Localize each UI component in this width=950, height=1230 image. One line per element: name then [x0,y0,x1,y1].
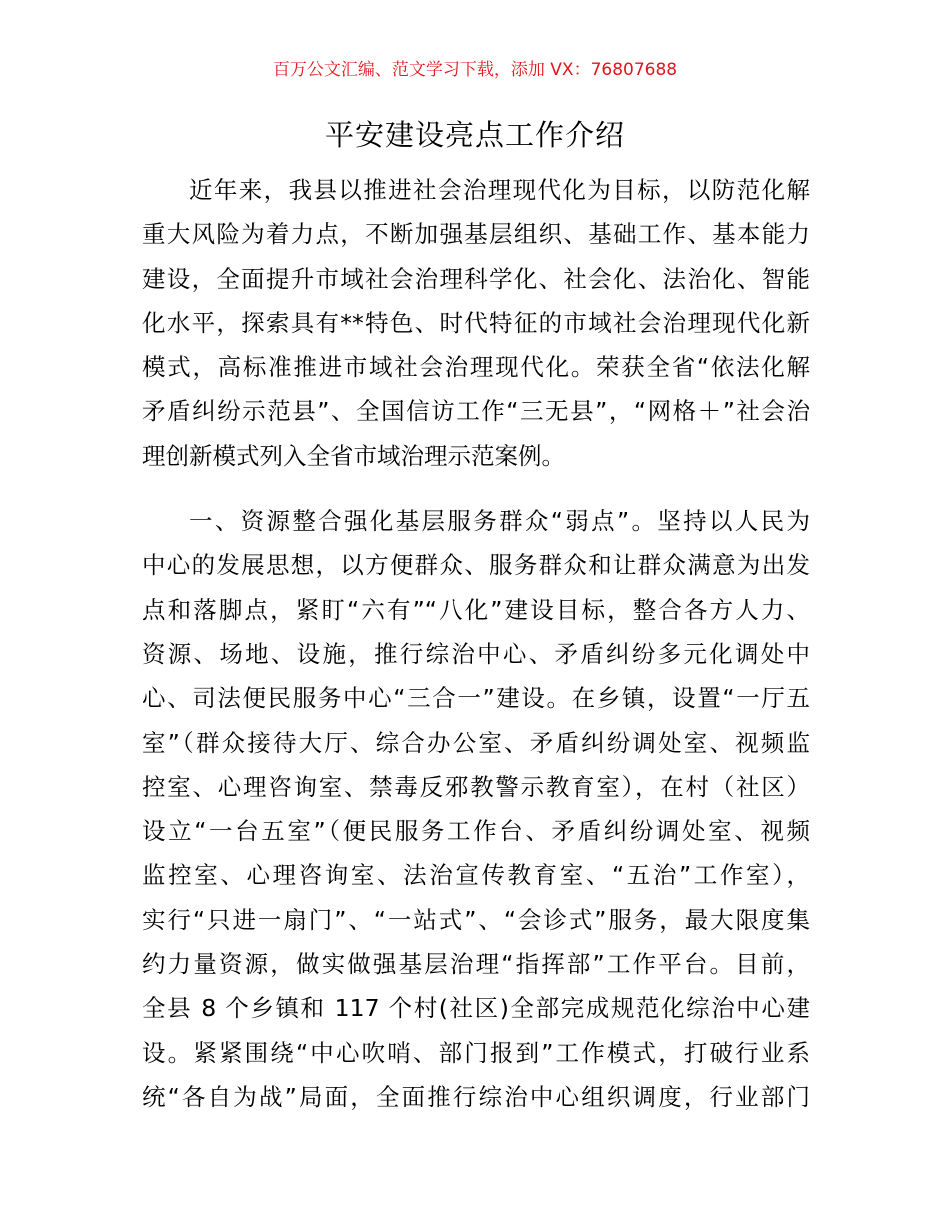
text-line: 理创新模式列入全省市域治理示范案例。 [142,441,565,470]
text-line: 约力量资源，做实做强基层治理“指挥部”工作平台。目前， [142,950,810,979]
text-line: 化水平，探索具有**特色、时代特征的市域社会治理现代化新 [142,308,810,337]
text-line: 矛盾纠纷示范县”、全国信访工作“三无县”，“网格＋”社会治 [142,397,810,426]
text-line: 设立“一台五室”（便民服务工作台、矛盾纠纷调处室、视频 [142,817,810,846]
text-line: 控室、心理咨询室、禁毒反邪教警示教育室），在村（社区） [142,772,810,801]
text-line: 点和落脚点，紧盯“六有”“八化”建设目标，整合各方人力、 [142,595,810,624]
text-line: 近年来，我县以推进社会治理现代化为目标，以防范化解 [189,176,810,204]
text-line: 设。紧紧围绕“中心吹哨、部门报到”工作模式，打破行业系 [142,1038,810,1067]
text-line: 监控室、心理咨询室、法治宣传教育室、“五治”工作室）， [142,861,810,890]
paragraph-section-1 [142,499,810,1119]
document-body [142,168,810,1140]
text-line: 资源、场地、设施，推行综治中心、矛盾纠纷多元化调处中 [142,639,810,668]
text-line: 心、司法便民服务中心“三合一”建设。在乡镇，设置“一厅五 [142,684,810,713]
document-title: 平安建设亮点工作介绍 [324,118,625,152]
text-line: 实行“只进一扇门”、“一站式”、“会诊式”服务，最大限度集 [142,905,810,934]
text-line: 模式，高标准推进市域社会治理现代化。荣获全省“依法化解 [142,353,810,382]
watermark-header: 百万公文汇编、范文学习下载，添加 VX：76807688 [272,60,678,80]
text-line: 中心的发展思想，以方便群众、服务群众和让群众满意为出发 [142,551,810,580]
text-line: 一、资源整合强化基层服务群众“弱点”。坚持以人民为 [189,507,810,536]
text-line: 室”（群众接待大厅、综合办公室、矛盾纠纷调处室、视频监 [142,728,810,757]
text-line: 重大风险为着力点，不断加强基层组织、基础工作、基本能力 [142,220,810,249]
text-line: 建设，全面提升市域社会治理科学化、社会化、法治化、智能 [142,264,810,293]
paragraph-intro [142,168,810,478]
text-line: 统“各自为战”局面，全面推行综治中心组织调度，行业部门 [142,1082,810,1111]
text-line: 全县 8 个乡镇和 117 个村(社区)全部完成规范化综治中心建 [142,994,810,1023]
